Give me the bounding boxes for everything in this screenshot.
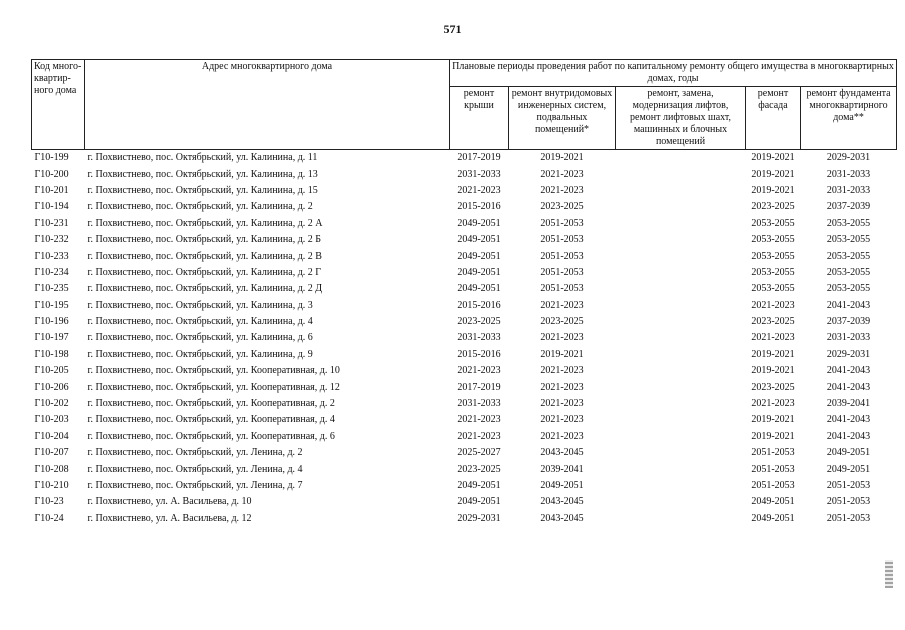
cell-foundation: 2037-2039	[826, 316, 871, 328]
table-row	[32, 379, 897, 395]
header-systems: ремонт внутридомовых инженерных систем, подвальных помещений*	[509, 87, 616, 150]
cell-facade: 2053-2055	[751, 283, 795, 295]
table-row	[32, 314, 897, 330]
cell-systems: 2051-2053	[540, 217, 584, 229]
cell-address: г. Похвистнево, пос. Октябрьский, ул. Калинина, д. 15	[87, 184, 318, 196]
cell-address: г. Похвистнево, пос. Октябрьский, ул. Кооперативная, д. 10	[87, 365, 340, 377]
table-row	[32, 199, 897, 215]
cell-roof: 2049-2051	[457, 480, 501, 491]
cell-code: Г10-198	[34, 348, 69, 360]
cell-address: г. Похвистнево, пос. Октябрьский, ул. Калинина, д. 13	[87, 168, 318, 180]
cell-foundation: 2041-2043	[826, 299, 871, 311]
cell-facade: 2023-2025	[751, 201, 795, 213]
cell-lifts	[616, 248, 746, 264]
table-row	[32, 330, 897, 346]
cell-roof: 2015-2016	[457, 201, 501, 213]
cell-address: г. Похвистнево, ул. А. Васильева, д. 10	[87, 496, 252, 508]
cell-roof: 2023-2025	[457, 316, 501, 328]
cell-foundation: 2053-2055	[826, 283, 871, 295]
cell-foundation: 2041-2043	[826, 414, 871, 426]
cell-foundation: 2039-2041	[826, 398, 871, 410]
table-row	[32, 265, 897, 281]
cell-roof: 2031-2033	[457, 332, 501, 344]
cell-address: г. Похвистнево, пос. Октябрьский, ул. Калинина, д. 3	[87, 299, 313, 311]
cell-address: г. Похвистнево, пос. Октябрьский, ул. Кооперативная, д. 12	[87, 381, 340, 393]
table-row	[32, 281, 897, 297]
header-foundation: ремонт фундамента многоквартирного дома**	[801, 87, 897, 150]
cell-lifts	[616, 298, 746, 314]
cell-address: г. Похвистнево, пос. Октябрьский, ул. Калинина, д. 2 Г	[87, 266, 322, 278]
cell-foundation: 2041-2043	[826, 381, 871, 393]
cell-lifts	[616, 478, 746, 494]
cell-foundation: 2029-2031	[826, 348, 871, 360]
cell-facade: 2019-2021	[751, 348, 795, 360]
cell-code: Г10-195	[34, 299, 69, 311]
cell-foundation: 2053-2055	[826, 217, 871, 229]
cell-systems: 2019-2021	[540, 348, 584, 360]
cell-systems: 2043-2045	[540, 496, 584, 508]
cell-address: г. Похвистнево, ул. А. Васильева, д. 12	[87, 512, 252, 524]
cell-code: Г10-200	[34, 168, 69, 180]
cell-facade: 2023-2025	[751, 316, 795, 328]
cell-facade: 2049-2051	[751, 512, 795, 524]
scan-artifact	[885, 560, 893, 588]
cell-code: Г10-194	[34, 201, 69, 213]
cell-facade: 2021-2023	[751, 299, 795, 311]
cell-foundation: 2031-2033	[826, 184, 871, 196]
cell-roof: 2021-2023	[457, 430, 501, 442]
cell-facade: 2053-2055	[751, 217, 795, 229]
cell-address: г. Похвистнево, пос. Октябрьский, ул. Кооперативная, д. 6	[87, 430, 335, 442]
cell-code: Г10-235	[34, 283, 69, 295]
cell-code: Г10-208	[34, 463, 69, 475]
table-row	[32, 511, 897, 527]
table-row	[32, 248, 897, 264]
cell-code: Г10-207	[34, 447, 69, 459]
cell-systems: 2051-2053	[540, 250, 584, 262]
cell-lifts	[616, 461, 746, 477]
cell-foundation: 2029-2031	[826, 152, 871, 164]
cell-systems: 2021-2023	[540, 398, 584, 410]
cell-roof: 2049-2051	[457, 217, 501, 229]
table-row	[32, 232, 897, 248]
cell-facade: 2019-2021	[751, 184, 795, 196]
cell-facade: 2053-2055	[751, 250, 795, 262]
cell-roof: 2021-2023	[457, 184, 501, 196]
cell-foundation: 2051-2053	[826, 512, 871, 524]
cell-systems: 2043-2045	[540, 447, 584, 459]
table-row	[32, 494, 897, 510]
cell-lifts	[616, 445, 746, 461]
table-row	[32, 166, 897, 182]
cell-roof: 2023-2025	[457, 463, 501, 475]
cell-roof: 2017-2019	[457, 152, 501, 164]
cell-code: Г10-23	[34, 496, 64, 508]
cell-code: Г10-206	[34, 381, 69, 393]
cell-lifts	[616, 396, 746, 412]
cell-facade: 2051-2053	[751, 447, 795, 459]
table-row	[32, 478, 897, 494]
table-row	[32, 150, 897, 167]
cell-foundation: 2041-2043	[826, 430, 871, 442]
cell-address: г. Похвистнево, пос. Октябрьский, ул. Калинина, д. 11	[87, 152, 318, 164]
cell-systems: 2019-2021	[540, 152, 584, 164]
cell-facade: 2053-2055	[751, 234, 795, 246]
cell-roof: 2025-2027	[457, 447, 501, 459]
cell-foundation: 2041-2043	[826, 365, 871, 377]
header-address: Адрес многоквартирного дома	[85, 60, 450, 150]
cell-lifts	[616, 199, 746, 215]
cell-roof: 2049-2051	[457, 250, 501, 262]
cell-foundation: 2049-2051	[826, 463, 871, 475]
cell-systems: 2021-2023	[540, 184, 584, 196]
cell-lifts	[616, 363, 746, 379]
table-row	[32, 412, 897, 428]
cell-address: г. Похвистнево, пос. Октябрьский, ул. Кооперативная, д. 4	[87, 414, 335, 426]
cell-foundation: 2037-2039	[826, 201, 871, 213]
cell-facade: 2051-2053	[751, 463, 795, 475]
cell-systems: 2051-2053	[540, 234, 584, 246]
cell-systems: 2021-2023	[540, 365, 584, 377]
cell-foundation: 2031-2033	[826, 332, 871, 344]
cell-address: г. Похвистнево, пос. Октябрьский, ул. Калинина, д. 9	[87, 348, 313, 360]
cell-address: г. Похвистнево, пос. Октябрьский, ул. Калинина, д. 2 В	[87, 250, 322, 262]
cell-lifts	[616, 330, 746, 346]
header-lifts: ремонт, замена, модернизация лифтов, ремонт лифтовых шахт, машинных и блочных помещений	[616, 87, 746, 150]
cell-lifts	[616, 281, 746, 297]
cell-code: Г10-199	[34, 152, 69, 164]
cell-roof: 2031-2033	[457, 168, 501, 180]
header-code: Код много-квартир-ного дома	[32, 60, 85, 150]
cell-address: г. Похвистнево, пос. Октябрьский, ул. Калинина, д. 4	[87, 316, 313, 328]
cell-roof: 2015-2016	[457, 348, 501, 360]
cell-facade: 2019-2021	[751, 414, 795, 426]
cell-address: г. Похвистнево, пос. Октябрьский, ул. Ленина, д. 7	[87, 480, 303, 491]
table-row	[32, 461, 897, 477]
cell-code: Г10-233	[34, 250, 69, 262]
cell-facade: 2019-2021	[751, 430, 795, 442]
cell-systems: 2043-2045	[540, 512, 584, 524]
cell-systems: 2051-2053	[540, 283, 584, 295]
cell-code: Г10-231	[34, 217, 69, 229]
cell-facade: 2021-2023	[751, 332, 795, 344]
cell-roof: 2049-2051	[457, 283, 501, 295]
cell-facade: 2049-2051	[751, 496, 795, 508]
cell-facade: 2019-2021	[751, 365, 795, 377]
table-row	[32, 445, 897, 461]
cell-systems: 2023-2025	[540, 316, 584, 328]
cell-facade: 2021-2023	[751, 398, 795, 410]
cell-code: Г10-203	[34, 414, 69, 426]
cell-systems: 2021-2023	[540, 299, 584, 311]
cell-lifts	[616, 347, 746, 363]
cell-facade: 2023-2025	[751, 381, 795, 393]
cell-lifts	[616, 314, 746, 330]
table-row	[32, 429, 897, 445]
cell-address: г. Похвистнево, пос. Октябрьский, ул. Ленина, д. 2	[87, 447, 303, 459]
cell-lifts	[616, 183, 746, 199]
cell-roof: 2029-2031	[457, 512, 501, 524]
cell-code: Г10-210	[34, 480, 69, 491]
cell-code: Г10-232	[34, 234, 69, 246]
cell-systems: 2039-2041	[540, 463, 584, 475]
cell-code: Г10-24	[34, 512, 64, 524]
cell-systems: 2021-2023	[540, 332, 584, 344]
cell-lifts	[616, 166, 746, 182]
cell-roof: 2021-2023	[457, 365, 501, 377]
cell-lifts	[616, 511, 746, 527]
cell-lifts	[616, 379, 746, 395]
table-row	[32, 396, 897, 412]
cell-systems: 2021-2023	[540, 414, 584, 426]
cell-systems: 2021-2023	[540, 430, 584, 442]
header-roof: ремонт крыши	[450, 87, 509, 150]
cell-address: г. Похвистнево, пос. Октябрьский, ул. Калинина, д. 2 Б	[87, 234, 322, 246]
cell-facade: 2051-2053	[751, 480, 795, 491]
cell-roof: 2015-2016	[457, 299, 501, 311]
cell-systems: 2023-2025	[540, 201, 584, 213]
cell-lifts	[616, 232, 746, 248]
table-body	[32, 150, 897, 527]
cell-lifts	[616, 150, 746, 167]
cell-code: Г10-205	[34, 365, 69, 377]
table-row	[32, 216, 897, 232]
cell-address: г. Похвистнево, пос. Октябрьский, ул. Калинина, д. 6	[87, 332, 313, 344]
header-facade: ремонт фасада	[746, 87, 801, 150]
cell-code: Г10-197	[34, 332, 69, 344]
cell-foundation: 2051-2053	[826, 480, 871, 491]
cell-code: Г10-202	[34, 398, 69, 410]
cell-foundation: 2053-2055	[826, 266, 871, 278]
cell-lifts	[616, 494, 746, 510]
cell-systems: 2051-2053	[540, 266, 584, 278]
cell-roof: 2049-2051	[457, 496, 501, 508]
cell-lifts	[616, 412, 746, 428]
header-periods-group: Плановые периоды проведения работ по капитальному ремонту общего имущества в многоквартирных домах, годы	[450, 60, 897, 87]
cell-address: г. Похвистнево, пос. Октябрьский, ул. Ленина, д. 4	[87, 463, 303, 475]
cell-facade: 2019-2021	[751, 168, 795, 180]
cell-lifts	[616, 265, 746, 281]
table-row	[32, 347, 897, 363]
cell-roof: 2049-2051	[457, 234, 501, 246]
cell-code: Г10-234	[34, 266, 69, 278]
cell-address: г. Похвистнево, пос. Октябрьский, ул. Калинина, д. 2 А	[87, 217, 323, 229]
cell-roof: 2017-2019	[457, 381, 501, 393]
cell-facade: 2053-2055	[751, 266, 795, 278]
cell-foundation: 2049-2051	[826, 447, 871, 459]
cell-foundation: 2031-2033	[826, 168, 871, 180]
cell-roof: 2021-2023	[457, 414, 501, 426]
cell-foundation: 2053-2055	[826, 250, 871, 262]
cell-lifts	[616, 216, 746, 232]
cell-lifts	[616, 429, 746, 445]
cell-systems: 2021-2023	[540, 168, 584, 180]
table-row	[32, 183, 897, 199]
cell-code: Г10-201	[34, 184, 69, 196]
cell-facade: 2019-2021	[751, 152, 795, 164]
repair-schedule-table	[31, 59, 897, 527]
table-row	[32, 363, 897, 379]
cell-address: г. Похвистнево, пос. Октябрьский, ул. Кооперативная, д. 2	[87, 398, 335, 410]
table-row	[32, 298, 897, 314]
cell-address: г. Похвистнево, пос. Октябрьский, ул. Калинина, д. 2 Д	[87, 283, 323, 295]
cell-systems: 2049-2051	[540, 480, 584, 491]
cell-foundation: 2051-2053	[826, 496, 871, 508]
cell-systems: 2021-2023	[540, 381, 584, 393]
cell-code: Г10-204	[34, 430, 69, 442]
cell-roof: 2031-2033	[457, 398, 501, 410]
cell-roof: 2049-2051	[457, 266, 501, 278]
cell-code: Г10-196	[34, 316, 69, 328]
table-header	[32, 60, 897, 150]
page-number: 571	[443, 22, 462, 36]
cell-address: г. Похвистнево, пос. Октябрьский, ул. Калинина, д. 2	[87, 201, 313, 213]
cell-foundation: 2053-2055	[826, 234, 871, 246]
